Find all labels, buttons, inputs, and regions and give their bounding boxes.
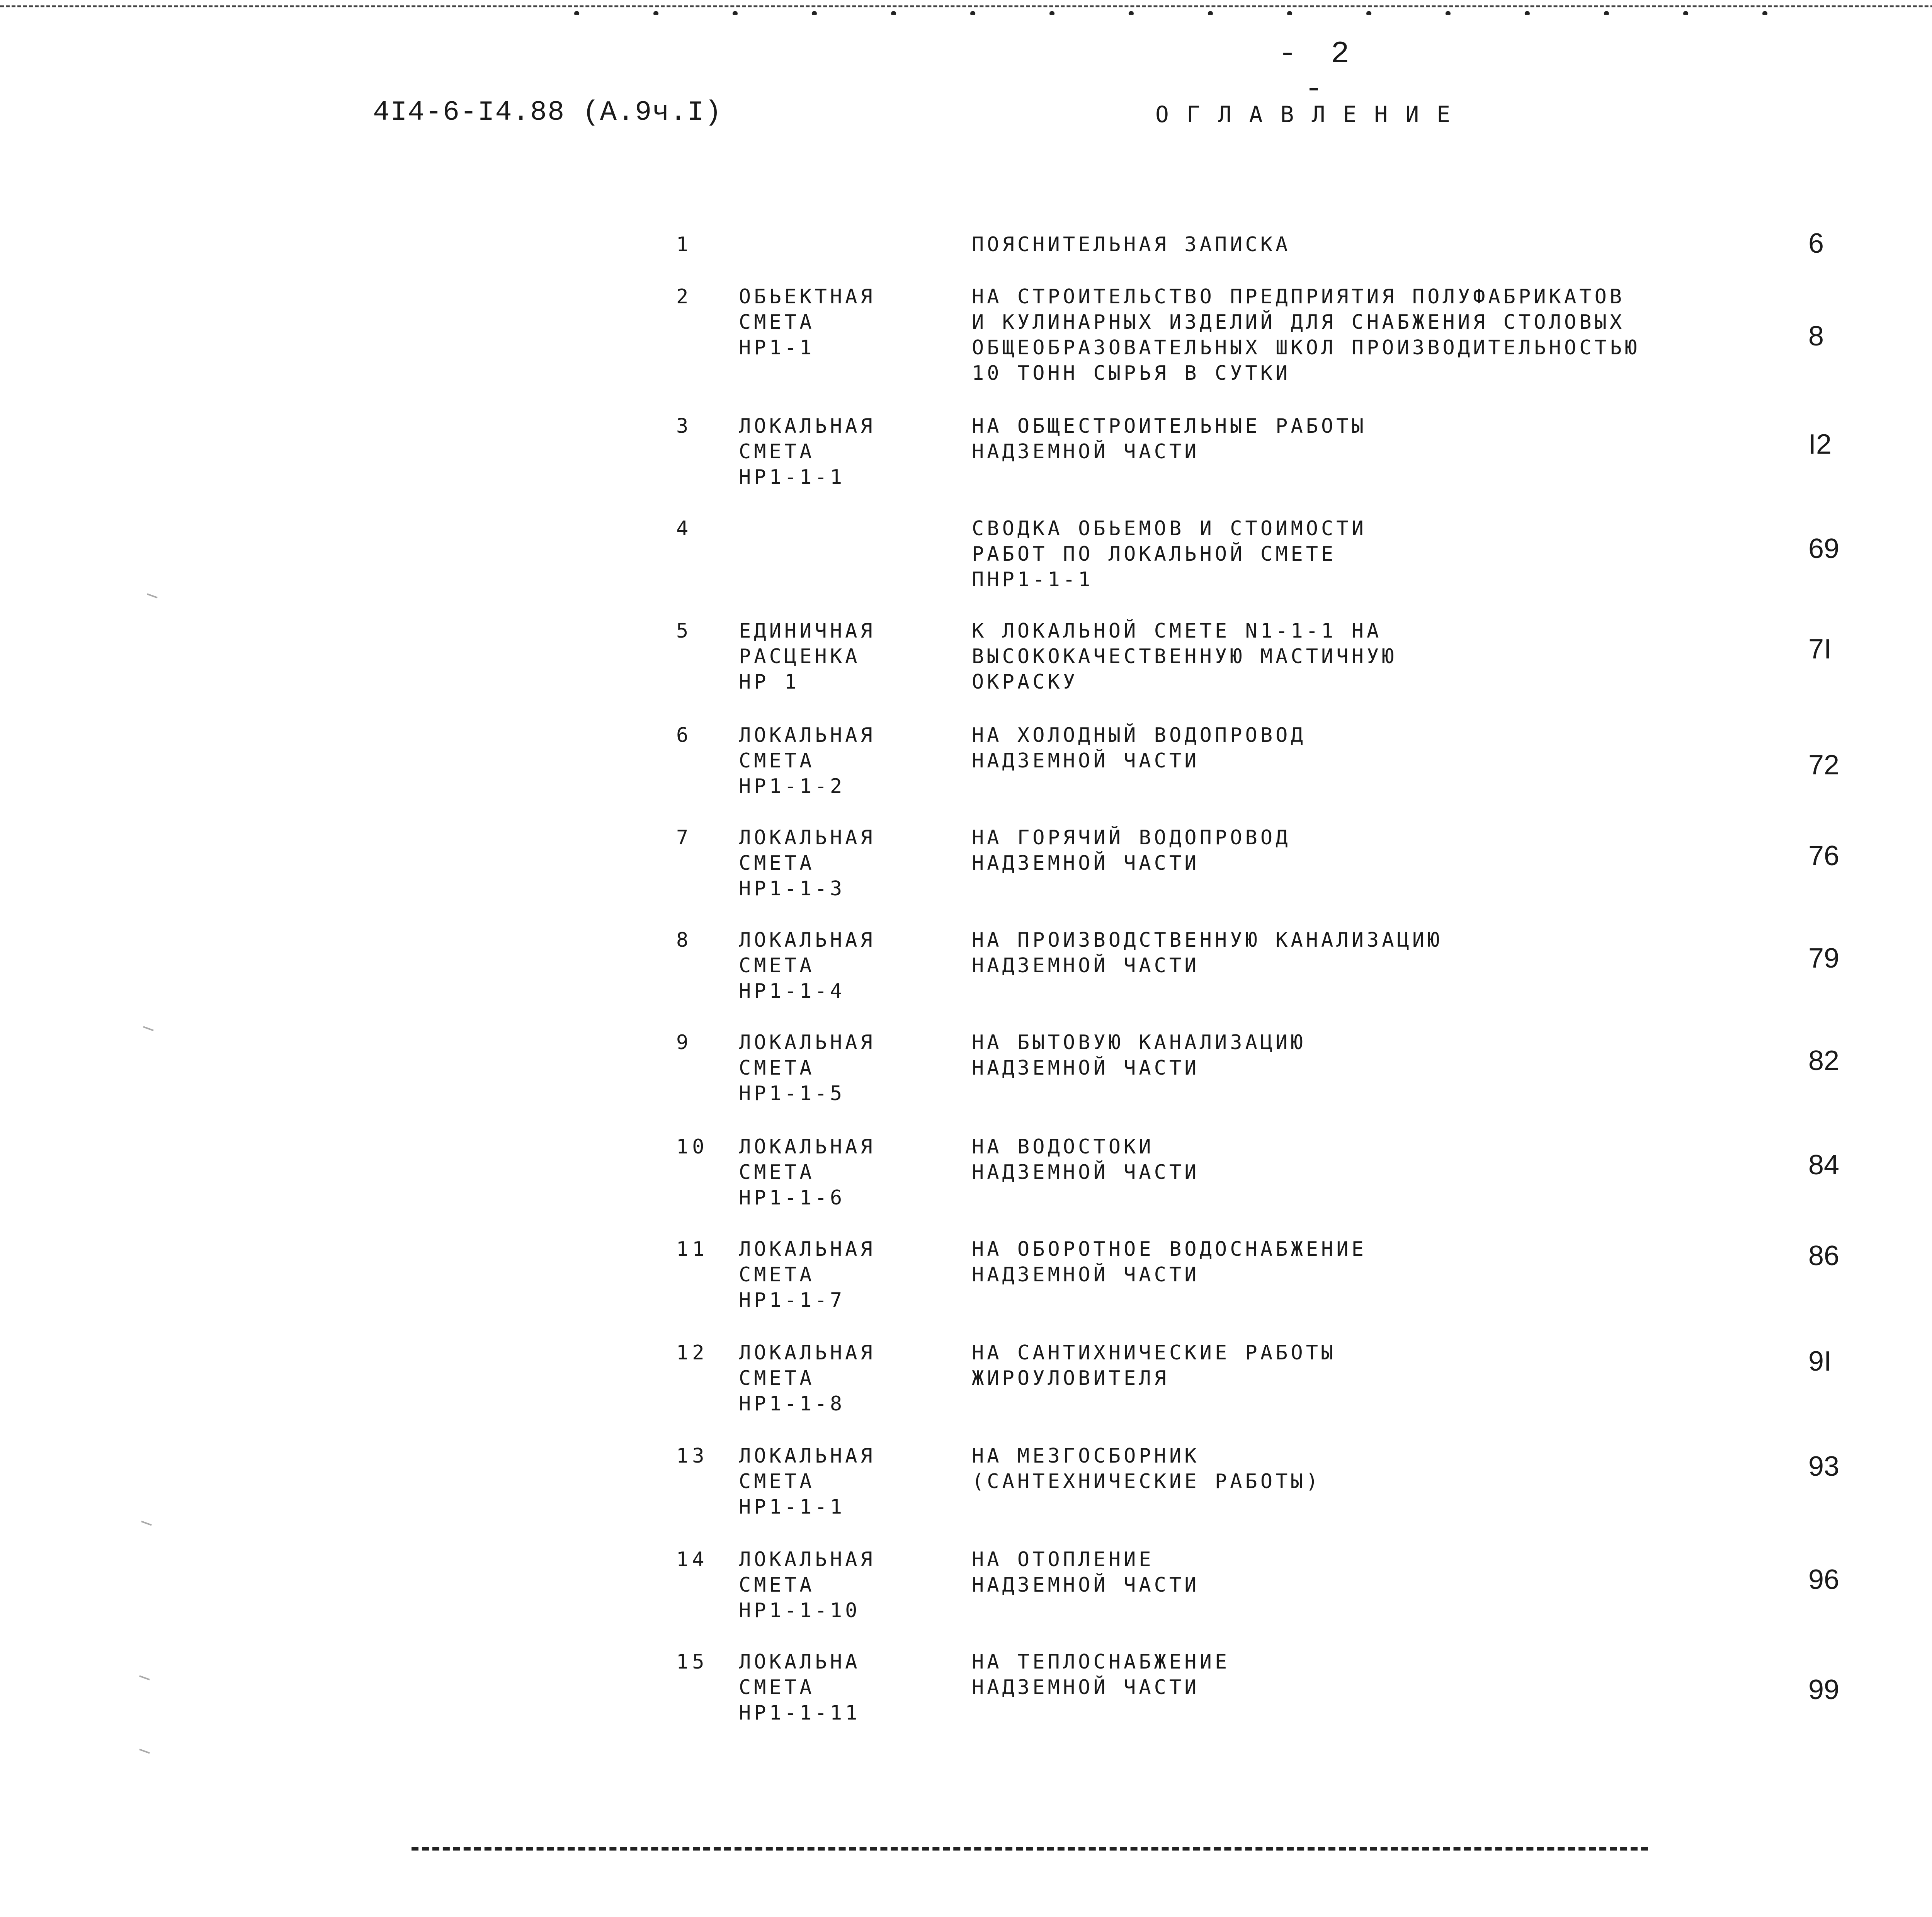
entry-number: 5 [676, 619, 692, 643]
bottom-dashed-rule [412, 1847, 1648, 1851]
entry-type: ЛОКАЛЬНАЯ СМЕТА НР1-1-4 [739, 929, 876, 1003]
entry-type: ЛОКАЛЬНАЯ СМЕТА НР1-1-3 [739, 826, 876, 900]
entry-type: ОБЬЕКТНАЯ СМЕТА НР1-1 [739, 285, 876, 359]
entry-number: 2 [676, 285, 692, 308]
top-dotted-rule [537, 11, 1774, 15]
entry-type: ЛОКАЛЬНАЯ СМЕТА НР1-1-5 [739, 1031, 876, 1105]
page-title: ОГЛАВЛЕНИЕ [1155, 101, 1468, 128]
entry-page: 79 [1808, 943, 1840, 974]
entry-description: НА ОБОРОТНОЕ ВОДОСНАБЖЕНИЕ НАДЗЕМНОЙ ЧАСТИ [972, 1238, 1367, 1286]
entry-page: 99 [1808, 1674, 1840, 1705]
entry-type: ЛОКАЛЬНАЯ СМЕТА НР1-1-1 [739, 415, 876, 489]
entry-description: НА ОТОПЛЕНИЕ НАДЗЕМНОЙ ЧАСТИ [972, 1548, 1200, 1597]
entry-description: НА ПРОИЗВОДСТВЕННУЮ КАНАЛИЗАЦИЮ НАДЗЕМНОЙ ЧАСТИ [972, 929, 1443, 977]
entry-page: 9I [1808, 1346, 1832, 1377]
entry-number: 7 [676, 826, 692, 849]
entry-number: 14 [676, 1548, 708, 1571]
entry-type: ЛОКАЛЬНАЯ СМЕТА НР1-1-7 [739, 1238, 876, 1312]
entry-description: НА ОБЩЕСТРОИТЕЛЬНЫЕ РАБОТЫ НАДЗЕМНОЙ ЧАСТИ [972, 415, 1367, 463]
entry-number: 6 [676, 724, 692, 747]
scan-mark [139, 1749, 150, 1754]
entry-number: 1 [676, 233, 692, 256]
entry-page: 96 [1808, 1564, 1840, 1595]
entry-number: 12 [676, 1341, 708, 1364]
entry-number: 10 [676, 1135, 708, 1158]
entry-type: ЛОКАЛЬНА СМЕТА НР1-1-11 [739, 1650, 861, 1725]
entry-number: 11 [676, 1238, 708, 1261]
entry-number: 9 [676, 1031, 692, 1054]
entry-description: НА ВОДОСТОКИ НАДЗЕМНОЙ ЧАСТИ [972, 1135, 1200, 1184]
scan-mark [139, 1675, 150, 1680]
entry-page: 76 [1808, 840, 1840, 871]
page-number: - 2 - [1278, 37, 1357, 107]
entry-page: 82 [1808, 1045, 1840, 1076]
entry-number: 4 [676, 517, 692, 540]
entry-description: НА ТЕПЛОСНАБЖЕНИЕ НАДЗЕМНОЙ ЧАСТИ [972, 1650, 1230, 1699]
top-border-rule [0, 5, 1932, 7]
entry-description: К ЛОКАЛЬНОЙ СМЕТЕ N1-1-1 НА ВЫСОКОКАЧЕСТВЕННУЮ МАСТИЧНУЮ ОКРАСКУ [972, 619, 1397, 694]
entry-description: НА ГОРЯЧИЙ ВОДОПРОВОД НАДЗЕМНОЙ ЧАСТИ [972, 826, 1291, 875]
scan-mark [141, 1521, 152, 1526]
entry-page: 7I [1808, 634, 1832, 665]
entry-type: ЛОКАЛЬНАЯ СМЕТА НР1-1-6 [739, 1135, 876, 1209]
entry-number: 15 [676, 1650, 708, 1674]
entry-type: ЛОКАЛЬНАЯ СМЕТА НР1-1-2 [739, 724, 876, 798]
entry-page: 72 [1808, 750, 1840, 781]
entry-type: ЛОКАЛЬНАЯ СМЕТА НР1-1-10 [739, 1548, 876, 1622]
entry-number: 13 [676, 1444, 708, 1468]
entry-number: 3 [676, 415, 692, 438]
entry-description: НА СТРОИТЕЛЬСТВО ПРЕДПРИЯТИЯ ПОЛУФАБРИКАТОВ И КУЛИНАРНЫХ ИЗДЕЛИЙ ДЛЯ СНАБЖЕНИЯ СТОЛОВЫХ ОБЩЕОБРАЗОВАТЕЛЬНЫХ ШКОЛ ПРОИЗВОДИТЕЛЬНОСТЬЮ 10 ТОНН СЫРЬЯ В СУТКИ [972, 285, 1640, 385]
entry-type: ЛОКАЛЬНАЯ СМЕТА НР1-1-8 [739, 1341, 876, 1415]
entry-page: 86 [1808, 1240, 1840, 1271]
entry-description: НА САНТИХНИЧЕСКИЕ РАБОТЫ ЖИРОУЛОВИТЕЛЯ [972, 1341, 1337, 1390]
entry-page: I2 [1808, 429, 1832, 460]
entry-number: 8 [676, 929, 692, 952]
entry-page: 69 [1808, 533, 1840, 564]
document-code: 4I4-6-I4.88 (А.9ч.I) [373, 97, 723, 128]
entry-description: НА БЫТОВУЮ КАНАЛИЗАЦИЮ НАДЗЕМНОЙ ЧАСТИ [972, 1031, 1306, 1080]
entry-page: 84 [1808, 1150, 1840, 1180]
entry-description: ПОЯСНИТЕЛЬНАЯ ЗАПИСКА [972, 233, 1291, 256]
entry-page: 93 [1808, 1451, 1840, 1482]
entry-page: 6 [1808, 228, 1824, 259]
entry-description: НА ХОЛОДНЫЙ ВОДОПРОВОД НАДЗЕМНОЙ ЧАСТИ [972, 724, 1306, 772]
entry-page: 8 [1808, 321, 1824, 352]
scan-mark [143, 1026, 154, 1031]
entry-type: ЕДИНИЧНАЯ РАСЦЕНКА НР 1 [739, 619, 876, 694]
entry-description: СВОДКА ОБЬЕМОВ И СТОИМОСТИ РАБОТ ПО ЛОКАЛЬНОЙ СМЕТЕ ПНР1-1-1 [972, 517, 1367, 591]
entry-type: ЛОКАЛЬНАЯ СМЕТА НР1-1-1 [739, 1444, 876, 1519]
entry-description: НА МЕЗГОСБОРНИК (САНТЕХНИЧЕСКИЕ РАБОТЫ) [972, 1444, 1321, 1493]
scan-mark [147, 593, 158, 598]
